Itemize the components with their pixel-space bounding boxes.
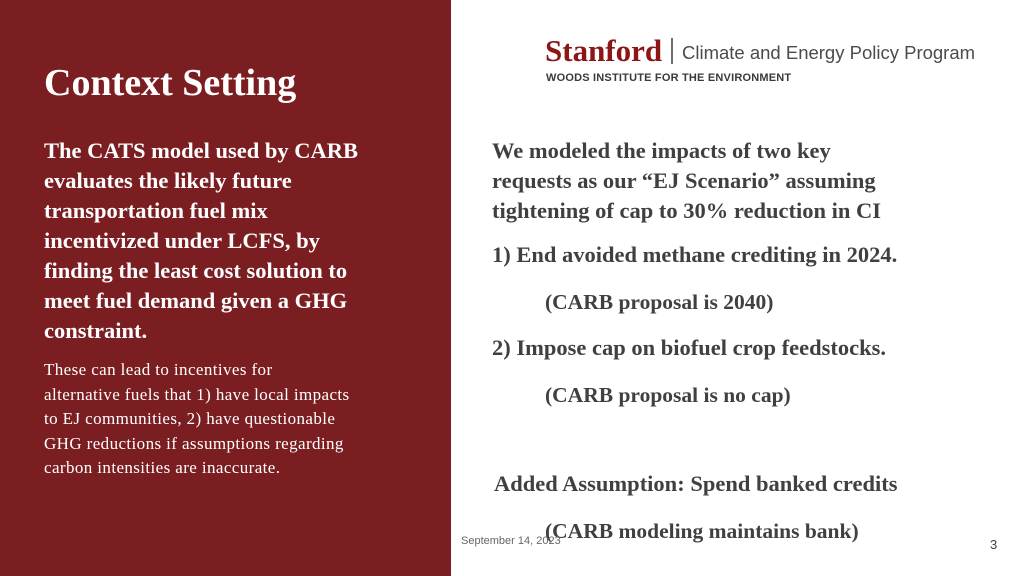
lead-line: evaluates the likely future <box>44 168 292 193</box>
lead-line: meet fuel demand given a GHG <box>44 288 348 313</box>
logo-program-name: Climate and Energy Policy Program <box>682 42 976 63</box>
logo-wordmark: Stanford <box>545 33 663 68</box>
slide-title: Context Setting <box>44 62 297 104</box>
lead-line: transportation fuel mix <box>44 198 268 223</box>
sub-line: carbon intensities are inaccurate. <box>44 458 281 477</box>
added-assumption-note: (CARB modeling maintains bank) <box>545 519 859 543</box>
logo-divider <box>671 38 673 64</box>
sub-line: These can lead to incentives for <box>44 360 273 379</box>
lead-line: incentivized under LCFS, by <box>44 228 320 253</box>
slide-number: 3 <box>990 537 998 552</box>
footer-date: September 14, 2023 <box>461 535 561 547</box>
sub-line: to EJ communities, 2) have questionable <box>44 409 336 428</box>
intro-line: requests as our “EJ Scenario” assuming <box>492 168 876 193</box>
intro-paragraph <box>492 136 881 226</box>
sub-paragraph <box>44 358 434 481</box>
lead-line: constraint. <box>44 318 148 343</box>
request-item-1-note: (CARB proposal is 2040) <box>545 290 774 314</box>
intro-line: We modeled the impacts of two key <box>492 138 831 163</box>
request-item-2-note: (CARB proposal is no cap) <box>545 383 791 407</box>
lead-paragraph <box>44 136 434 346</box>
request-item-2: 2) Impose cap on biofuel crop feedstocks. <box>492 335 886 360</box>
added-assumption: Added Assumption: Spend banked credits <box>494 471 898 496</box>
stanford-logo <box>545 34 995 94</box>
intro-line: tightening of cap to 30% reduction in CI <box>492 198 881 223</box>
sub-line: GHG reductions if assumptions regarding <box>44 433 344 453</box>
left-panel <box>0 0 451 576</box>
sub-line: alternative fuels that 1) have local impacts <box>44 384 350 404</box>
logo-institute-name: WOODS INSTITUTE FOR THE ENVIRONMENT <box>546 72 792 84</box>
lead-line: finding the least cost solution to <box>44 258 348 283</box>
lead-line: The CATS model used by CARB <box>44 138 359 163</box>
request-item-1: 1) End avoided methane crediting in 2024. <box>492 242 898 267</box>
